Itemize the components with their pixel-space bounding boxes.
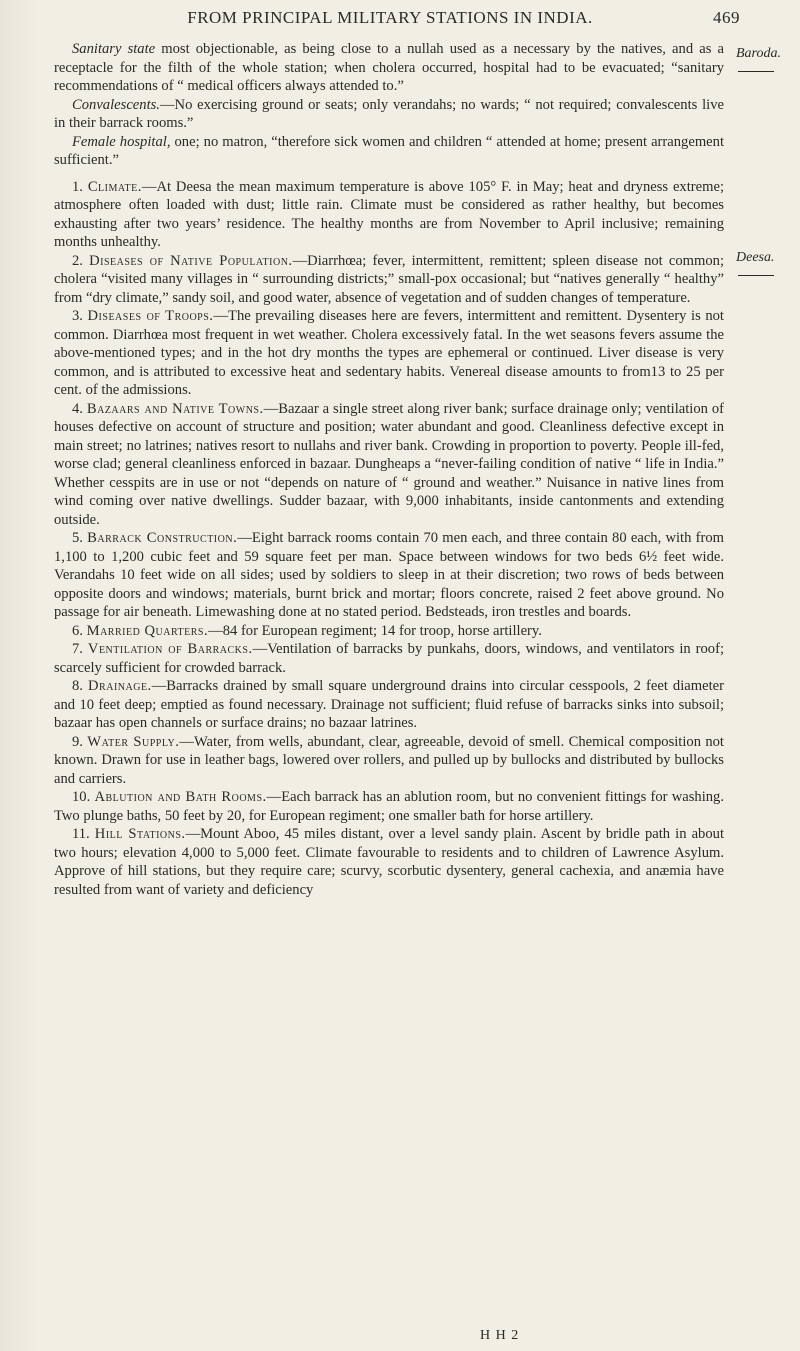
section-heading: Drainage.	[88, 678, 152, 694]
section-gap	[54, 170, 724, 178]
section-paragraph	[54, 640, 724, 677]
section-number: 6.	[72, 622, 83, 639]
section-text: —Bazaar a single street along river bank; surface drainage only; ventilation of houses defective on account of structure and position; water abundant and good. Cleanliness defective except in main street; no latrines; natives resort to nullahs and river bank. Crowding in proportion to poverty. People ill-fed, worse clad; general cleanliness enforced in bazaar. Dungheaps a “never-failing condition of native “ life in India.” Whether cesspits are in use or not “depends on nature of “ ground and weather.” Nuisance in native lines from wind coming over native dwellings. Sudder bazaar, with 9,000 inhabitants, inside cantonments and extending outside.	[54, 400, 724, 528]
female-label: Female hospital,	[72, 133, 171, 150]
signature-mark: H H 2	[480, 1328, 520, 1343]
section-text: —84 for European regiment; 14 for troop, horse artillery.	[208, 622, 542, 639]
section-paragraph	[54, 400, 724, 530]
section-heading: Barrack Construction.	[87, 530, 238, 546]
margin-rule	[738, 275, 774, 276]
section-paragraph	[54, 825, 724, 899]
convalescents-text: —No exercising ground or seats; only verandahs; no wards; “ not required; convalescents live in their barrack rooms.”	[54, 96, 724, 131]
numbered-sections	[54, 178, 724, 900]
section-heading: Diseases of Troops.	[87, 308, 214, 324]
margin-rule	[738, 71, 774, 72]
section-heading: Bazaars and Native Towns.	[86, 400, 264, 417]
margin-note-baroda: Baroda.	[736, 46, 800, 72]
section-heading: Ventilation of Barracks.	[87, 641, 253, 657]
section-number: 11.	[72, 826, 90, 842]
section-paragraph	[54, 677, 724, 733]
intro-convalescents	[54, 96, 724, 133]
section-number: 5.	[72, 530, 83, 546]
running-header	[80, 8, 740, 28]
section-number: 1.	[72, 178, 83, 195]
section-paragraph	[54, 529, 724, 622]
section-text: —Each barrack has an ablution room, but no convenient fittings for washing. Two plunge baths, 50 feet by 20, for European regiment; one smaller bath for horse artillery.	[54, 789, 724, 824]
section-text: —At Deesa the mean maximum temperature is above 105° F. in May; heat and dryness extreme; atmosphere often loaded with dust; little rain. Climate must be considered as rather healthy, but becomes exhausting after two years’ residence. The healthy months are from November to April inclusive; remaining months unhealthy.	[54, 178, 725, 250]
intro-female-hospital	[54, 133, 724, 170]
sanitary-text: most objectionable, as being close to a nullah used as a necessary by the natives, and as a receptacle for the filth of the whole station; when cholera occurred, hospital had to be evacuated; “sanitary recommendations of “ medical officers always attended to.”	[54, 41, 724, 94]
section-number: 4.	[72, 400, 83, 417]
section-heading: Hill Stations.	[94, 826, 186, 842]
page-edge-shadow	[0, 0, 40, 1351]
section-paragraph	[54, 622, 724, 641]
margin-note-deesa: Deesa.	[736, 250, 800, 276]
section-number: 9.	[72, 733, 83, 750]
document-body	[54, 40, 724, 899]
section-number: 8.	[72, 678, 83, 694]
section-heading: Diseases of Native Population.	[89, 252, 293, 269]
section-paragraph	[54, 788, 724, 825]
section-text: —Barracks drained by small square underground drains into circular cesspools, 2 feet diameter and 10 feet deep; emptied as found necessary. Drainage not sufficient; fluid refuse of barracks sinks into subsoil; bazaar has open channels or surface drains; no bazaar latrines.	[54, 678, 724, 731]
section-paragraph	[54, 307, 724, 400]
section-number: 7.	[72, 641, 83, 657]
convalescents-label: Convalescents.	[72, 96, 160, 113]
page-number: 469	[713, 8, 740, 27]
section-text: —Eight barrack rooms contain 70 men each, and three contain 80 each, with from 1,100 to 1,200 cubic feet and 59 square feet per man. Space between windows for two beds 6½ feet wide. Verandahs 10 feet wide on all sides; used by soldiers to sleep in at their discretion; two rows of beds between opposite doors and windows; materials, burnt brick and mortar; floors concrete, raised 2 feet above ground. No passage for air beneath. Limewashing done at no stated period. Bedsteads, iron trestles and boards.	[54, 530, 724, 620]
intro-sanitary	[54, 40, 724, 96]
section-text: —The prevailing diseases here are fevers, intermittent and remittent. Dysentery is not common. Diarrhœa most frequent in wet weather. Cholera excessively fatal. In the wet seasons fevers assume the above-mentioned types; and in the hot dry months the types are ephemeral or continued. Liver disease is very common, and is attributed to excessive heat and sedentary habits. Venereal disease amounts to from13 to 25 per cent. of the admissions.	[54, 308, 724, 398]
section-number: 10.	[72, 789, 91, 805]
section-heading: Climate.	[87, 178, 142, 195]
section-heading: Ablution and Bath Rooms.	[94, 789, 267, 805]
section-text: —Water, from wells, abundant, clear, agreeable, devoid of smell. Chemical composition not known. Drawn for use in leather bags, lowered over rollers, and pulled up by bullocks and distributed by bullocks and carriers.	[54, 733, 724, 787]
section-number: 2.	[72, 252, 83, 269]
section-number: 3.	[72, 308, 83, 324]
sanitary-label: Sanitary state	[72, 41, 156, 57]
section-text: —Ventilation of barracks by punkahs, doors, windows, and ventilators in roof; scarcely sufficient for crowded barrack.	[54, 641, 724, 676]
section-heading: Water Supply.	[87, 733, 180, 750]
section-text: —Diarrhœa; fever, intermittent, remittent; spleen disease not common; cholera “visited many villages in “ surrounding districts;” small-pox occasional; but “natives generally “ healthy” from “dry climate,” sandy soil, and good water, absence of vegetation and of sudden changes of temperature.	[54, 252, 724, 306]
section-paragraph	[54, 733, 724, 789]
section-heading: Married Quarters.	[86, 622, 209, 639]
female-text: one; no matron, “therefore sick women and children “ attended at home; present arrangement sufficient.”	[54, 133, 724, 168]
header-title: FROM PRINCIPAL MILITARY STATIONS IN INDIA.	[187, 8, 593, 27]
section-paragraph	[54, 252, 724, 308]
section-paragraph	[54, 178, 724, 252]
section-text: —Mount Aboo, 45 miles distant, over a level sandy plain. Ascent by bridle path in about two hours; elevation 4,000 to 5,000 feet. Climate favourable to residents and to children of Lawrence Asylum. Approve of hill stations, but they require care; scurvy, scorbutic dysentery, general cachexia, and anæmia have resulted from want of variety and deficiency	[54, 826, 724, 898]
